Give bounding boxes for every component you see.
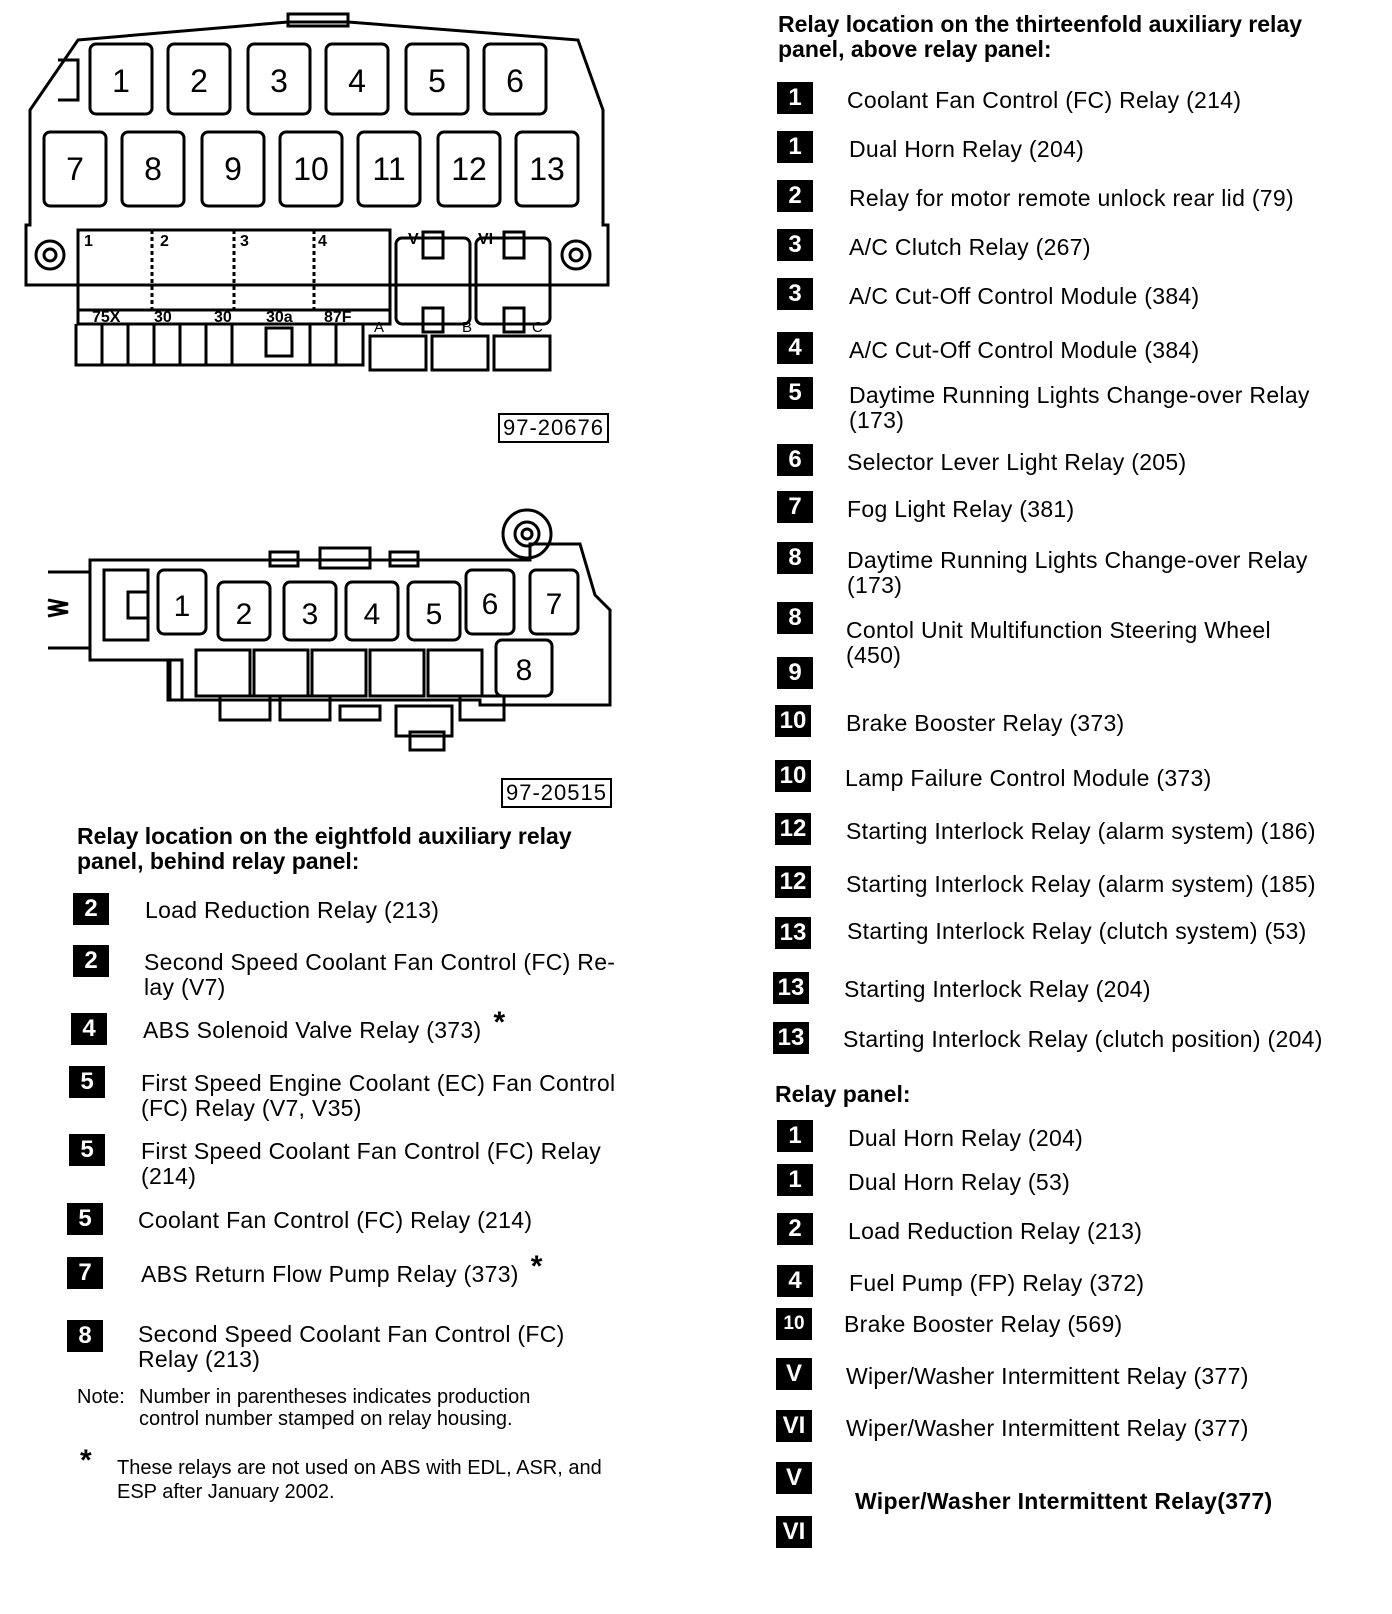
top-relay-9: 9 [224, 151, 242, 187]
list-item [777, 82, 1241, 114]
footnote-asterisk: * [493, 1006, 506, 1039]
list-item [777, 1120, 1083, 1152]
list-item [776, 1410, 1249, 1442]
relay-badge: 9 [777, 657, 813, 689]
bottom-relay-4: 4 [363, 598, 381, 631]
relay-description: First Speed Engine Coolant (EC) Fan Control (FC) Relay (V7, V35) [141, 1070, 616, 1121]
relay-badge: 4 [777, 1265, 813, 1297]
plug-label-v: V [408, 231, 419, 248]
relay-description: Dual Horn Relay (204) [848, 1125, 1084, 1151]
top-relay-7: 7 [66, 151, 84, 187]
list-item [775, 760, 1212, 792]
top-relay-1: 1 [112, 63, 130, 99]
relay-badge: 13 [773, 972, 809, 1004]
relay-badge: 12 [775, 866, 811, 898]
list-item [777, 444, 1186, 476]
relay-badge: 1 [777, 1120, 813, 1152]
list-item [775, 813, 1316, 845]
relay-badge: 7 [67, 1257, 103, 1289]
top-relay-5: 5 [428, 63, 446, 99]
top-relay-3: 3 [270, 63, 288, 99]
relay-description: Coolant Fan Control (FC) Relay (214) [847, 87, 1242, 113]
eightfold-heading: Relay location on the eightfold auxiliary relay panel, behind relay panel: [77, 823, 572, 874]
relay-description: First Speed Coolant Fan Control (FC) Relay (214) [141, 1138, 601, 1189]
relay-badge: 8 [67, 1320, 103, 1352]
list-item [73, 893, 633, 925]
relay-badge: 5 [69, 1066, 105, 1098]
list-item [777, 1164, 1070, 1196]
bottom-relay-3: 3 [301, 598, 319, 631]
relay-badge: 8 [777, 602, 813, 634]
relay-description-combined: Wiper/Washer Intermittent Relay(377) [855, 1488, 1273, 1514]
relay-description: ABS Solenoid Valve Relay (373) [143, 1017, 482, 1043]
list-item [67, 1250, 627, 1289]
relay-badge: 13 [775, 917, 811, 949]
relay-description: Load Reduction Relay (213) [145, 897, 440, 923]
relay-description: Relay for motor remote unlock rear lid (79) [849, 185, 1294, 211]
list-item [71, 1006, 631, 1045]
list-item [777, 542, 1327, 598]
note-text: Number in parentheses indicates production control number stamped on relay housing. [139, 1386, 531, 1430]
relay-badge: 2 [73, 945, 109, 977]
relay-panel-heading: Relay panel: [775, 1081, 911, 1107]
list-item [777, 491, 1074, 523]
relay-badge: 4 [777, 332, 813, 364]
bottom-relay-8: 8 [515, 654, 533, 687]
relay-description: Selector Lever Light Relay (205) [847, 449, 1187, 475]
list-item [73, 945, 633, 1000]
top-relay-2: 2 [190, 63, 208, 99]
relay-badge: 3 [777, 278, 813, 310]
relay-description: Dual Horn Relay (204) [849, 136, 1085, 162]
relay-badge: 12 [775, 813, 811, 845]
top-relay-11: 11 [372, 151, 406, 187]
figure-id-top: 97-20676 [498, 413, 609, 443]
relay-description: ABS Return Flow Pump Relay (373) [141, 1261, 519, 1287]
list-item [777, 332, 1199, 364]
thirteenfold-panel-diagram [18, 10, 618, 380]
top-relay-6: 6 [506, 63, 524, 99]
relay-description: Wiper/Washer Intermittent Relay (377) [846, 1363, 1249, 1389]
relay-description: Dual Horn Relay (53) [848, 1169, 1071, 1195]
list-item [773, 1022, 1323, 1054]
bottom-relay-6: 6 [481, 588, 499, 621]
terminal-87f: 87F [324, 309, 352, 326]
slot-label-1: 1 [84, 233, 93, 250]
top-relay-10: 10 [293, 151, 329, 187]
relay-description: Starting Interlock Relay (alarm system) (185) [846, 871, 1316, 897]
relay-description: Brake Booster Relay (373) [846, 710, 1125, 736]
relay-description: A/C Cut-Off Control Module (384) [849, 283, 1200, 309]
relay-badge: 13 [773, 1022, 809, 1054]
list-item [777, 377, 1329, 433]
relay-description: Starting Interlock Relay (clutch system) (53) [847, 918, 1307, 944]
connector-label-b: B [462, 319, 473, 336]
list-item [777, 1265, 1144, 1297]
list-item [777, 602, 1316, 668]
relay-description: Second Speed Coolant Fan Control (FC) Relay (213) [138, 1321, 565, 1372]
relay-description: Brake Booster Relay (569) [844, 1311, 1123, 1337]
bottom-relay-2: 2 [235, 598, 253, 631]
relay-badge: 2 [777, 180, 813, 212]
list-item [777, 1213, 1142, 1245]
list-item [775, 866, 1316, 898]
relay-badge: 3 [777, 229, 813, 261]
terminal-30-b: 30 [214, 309, 232, 326]
relay-badge: 1 [777, 82, 813, 114]
list-item [777, 229, 1091, 261]
relay-badge: 5 [69, 1134, 105, 1166]
terminal-30-a: 30 [154, 309, 172, 326]
footnote-mark: * [80, 1444, 92, 1477]
list-item [777, 657, 846, 689]
note-label: Note: [77, 1386, 125, 1408]
relay-badge: 4 [71, 1013, 107, 1045]
list-item [69, 1134, 629, 1189]
relay-badge: VI [776, 1516, 812, 1548]
relay-badge: 10 [775, 705, 811, 737]
relay-badge: V [776, 1358, 812, 1390]
relay-badge: 1 [777, 1164, 813, 1196]
list-item [777, 278, 1199, 310]
relay-description: A/C Cut-Off Control Module (384) [849, 337, 1200, 363]
relay-description: Load Reduction Relay (213) [848, 1218, 1143, 1244]
terminal-30a: 30a [266, 309, 293, 326]
list-item [776, 1516, 812, 1548]
list-item [67, 1320, 627, 1372]
slot-label-3: 3 [240, 233, 249, 250]
relay-description: Contol Unit Multifunction Steering Wheel (450) [846, 617, 1271, 668]
connector-label-a: A [374, 319, 385, 336]
bottom-relay-5: 5 [425, 598, 443, 631]
relay-badge: 8 [777, 542, 813, 574]
relay-description: A/C Clutch Relay (267) [849, 234, 1091, 260]
list-item [777, 180, 1294, 212]
relay-description: Starting Interlock Relay (204) [844, 976, 1151, 1002]
relay-badge: VI [776, 1410, 812, 1442]
plug-label-vi: VI [478, 231, 494, 248]
relay-description: Fog Light Relay (381) [847, 496, 1075, 522]
list-item [776, 1308, 1123, 1340]
footnote-text: These relays are not used on ABS with EDL, ASR, and ESP after January 2002. [117, 1457, 602, 1503]
relay-badge: V [776, 1462, 812, 1494]
relay-description: Coolant Fan Control (FC) Relay (214) [138, 1207, 533, 1233]
relay-description: Wiper/Washer Intermittent Relay (377) [846, 1415, 1249, 1441]
thirteenfold-heading: Relay location on the thirteenfold auxiliary relay panel, above relay panel: [778, 11, 1303, 62]
relay-badge: 2 [777, 1213, 813, 1245]
relay-badge: 5 [777, 377, 813, 409]
list-item [67, 1203, 627, 1235]
list-item [777, 131, 1084, 163]
relay-description: Daytime Running Lights Change-over Relay (173) [849, 382, 1310, 433]
relay-badge: 10 [776, 1308, 812, 1340]
relay-description: Daytime Running Lights Change-over Relay (173) [847, 547, 1308, 598]
relay-description: Starting Interlock Relay (alarm system) (186) [846, 818, 1316, 844]
list-item [776, 1358, 1249, 1390]
relay-badge: 6 [777, 444, 813, 476]
list-item [775, 917, 1307, 949]
slot-label-2: 2 [160, 233, 169, 250]
bottom-relay-7: 7 [545, 588, 563, 621]
top-relay-8: 8 [144, 151, 162, 187]
relay-badge: 10 [775, 760, 811, 792]
relay-description: Lamp Failure Control Module (373) [845, 765, 1212, 791]
slot-label-4: 4 [318, 233, 327, 250]
figure-id-bottom: 97-20515 [501, 778, 612, 808]
list-item [776, 1462, 812, 1494]
relay-description: Starting Interlock Relay (clutch position) (204) [843, 1026, 1323, 1052]
bottom-relay-1: 1 [173, 590, 191, 623]
list-item [775, 705, 1125, 737]
footnote-asterisk: * [530, 1250, 543, 1283]
relay-badge: 5 [67, 1203, 103, 1235]
list-item [69, 1066, 629, 1121]
top-relay-4: 4 [348, 63, 366, 99]
relay-badge: 1 [777, 131, 813, 163]
connector-label-c: C [532, 319, 543, 336]
eightfold-panel-diagram [40, 500, 620, 760]
relay-description: Fuel Pump (FP) Relay (372) [849, 1270, 1145, 1296]
relay-description: Second Speed Coolant Fan Control (FC) Re-lay (V7) [144, 949, 616, 1000]
terminal-75x: 75X [92, 309, 121, 326]
top-relay-12: 12 [451, 151, 487, 187]
top-relay-13: 13 [529, 151, 565, 187]
list-item [773, 972, 1151, 1004]
relay-badge: 7 [777, 491, 813, 523]
relay-badge: 2 [73, 893, 109, 925]
